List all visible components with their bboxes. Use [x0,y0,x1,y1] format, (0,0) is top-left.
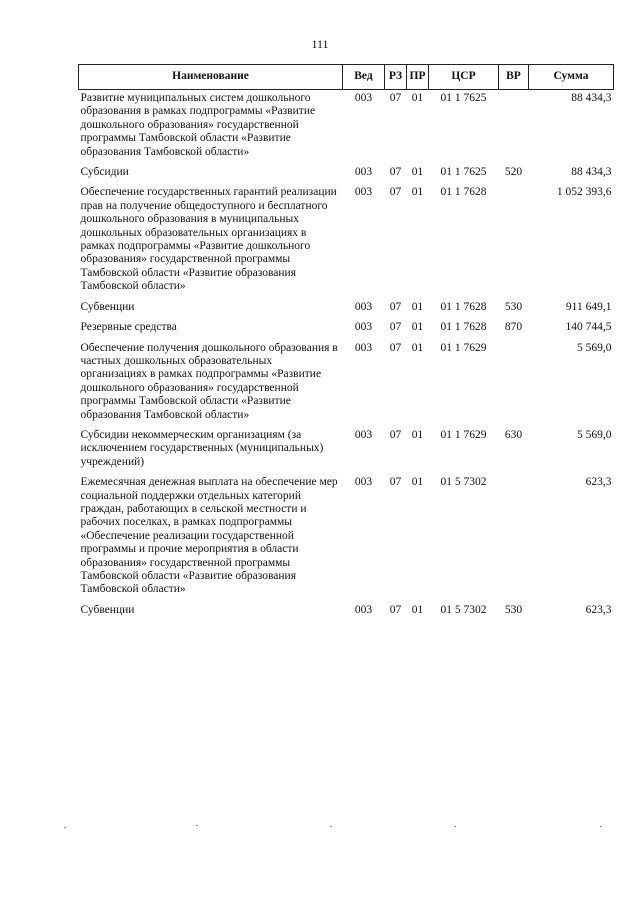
table-row [79,299,614,319]
cell-vr [499,474,529,602]
header-ved: Вед [343,65,385,90]
cell-ved: 003 [354,186,373,199]
cell-rz: 07 [389,92,402,104]
cell-pr: 01 [411,476,424,489]
cell-vr: 870 [504,321,523,334]
budget-table [78,64,614,622]
cell-rz: 07 [389,186,402,199]
cell-csr: 01 1 7625 [440,166,487,179]
cell-ved: 003 [354,166,373,179]
cell-ved: 003 [354,300,373,313]
cell-csr: 01 5 7302 [440,476,487,489]
cell-vr [499,184,529,298]
cell-pr: 01 [411,603,424,616]
table-row [79,340,614,427]
cell-rz: 07 [389,300,402,313]
scan-speck [600,826,602,827]
cell-sum: 140 744,5 [565,321,612,334]
cell-name: Субвенции [80,300,135,313]
table-header-row [79,65,614,90]
cell-rz: 07 [389,428,402,441]
cell-csr: 01 1 7628 [440,186,487,199]
table-row [79,164,614,184]
cell-sum: 1 052 393,6 [556,186,612,199]
header-csr: ЦСР [429,65,499,90]
cell-name: Субсидии [80,166,129,179]
cell-name: Субсидии некоммерческим организациям (за исключением государственных (муниципальных) учреждений) [80,428,324,468]
cell-rz: 07 [389,166,402,179]
cell-name: Развитие муниципальных систем дошкольного образования в рамках подпрограммы «Развитие дошкольного образования» государственной программы Тамбовской области «Развитие образования Тамбовской области» [80,92,316,158]
cell-name: Обеспечение получения дошкольного образования в частных дошкольных образовательных организациях в рамках подпрограммы «Развитие дошкольного образования» государственной программы Тамбовской области «Развитие образования Тамбовской области» [80,341,338,421]
cell-csr: 01 1 7625 [440,92,487,104]
cell-vr: 630 [504,428,523,441]
cell-name: Резервные средства [80,321,177,334]
header-sum: Сумма [529,65,614,90]
table-row [79,319,614,339]
cell-sum: 88 434,3 [571,92,612,104]
page-number: 111 [311,37,329,51]
cell-pr: 01 [411,166,424,179]
cell-vr: 520 [504,166,523,179]
cell-name: Обеспечение государственных гарантий реализации прав на получение общедоступного и бесплатного дошкольного образования в муниципальных дошкольных образовательных организациях в рамках подпрограммы «Развитие дошкольного образования» государственной программы Тамбовской области «Развитие образования Тамбовской области» [80,186,337,293]
cell-ved: 003 [354,428,373,441]
cell-csr: 01 5 7302 [440,603,487,616]
cell-ved: 003 [354,321,373,334]
header-pr: ПР [407,65,429,90]
cell-sum: 5 569,0 [577,341,612,354]
cell-pr: 01 [411,341,424,354]
header-name: Наименование [79,65,343,90]
cell-pr: 01 [411,428,424,441]
scan-speck [330,826,332,827]
cell-sum: 911 649,1 [565,300,612,313]
table-row [79,474,614,602]
cell-pr: 01 [411,186,424,199]
cell-rz: 07 [389,476,402,489]
table-row [79,427,614,474]
cell-vr [499,340,529,427]
cell-pr: 01 [411,321,424,334]
cell-csr: 01 1 7628 [440,321,487,334]
cell-ved: 003 [354,341,373,354]
cell-pr: 01 [411,92,424,104]
header-rz: РЗ [385,65,407,90]
cell-sum: 5 569,0 [577,428,612,441]
scan-speck [454,826,456,827]
cell-csr: 01 1 7629 [440,341,487,354]
header-vr: ВР [499,65,529,90]
cell-vr: 530 [504,603,523,616]
table-row [79,90,614,165]
scan-speck [196,825,198,826]
cell-sum: 88 434,3 [571,166,612,179]
cell-rz: 07 [389,321,402,334]
cell-vr [499,90,529,165]
table-row [79,184,614,298]
cell-csr: 01 1 7629 [440,428,487,441]
cell-vr: 530 [504,300,523,313]
cell-sum: 623,3 [585,476,612,489]
cell-csr: 01 1 7628 [440,300,487,313]
scan-speck [64,827,66,828]
cell-ved: 003 [354,476,373,489]
cell-name: Ежемесячная денежная выплата на обеспечение мер социальной поддержки отдельных категорий граждан, работающих в сельской местности и рабочих поселках, в рамках подпрограммы «Обеспечение реализации государственной программы и прочие мероприятия в области образования» государственной программы Тамбовской области «Развитие образования Тамбовской области» [80,476,338,596]
cell-ved: 003 [354,92,373,104]
cell-rz: 07 [389,341,402,354]
cell-ved: 003 [354,603,373,616]
cell-name: Субвенции [80,603,135,616]
cell-pr: 01 [411,300,424,313]
table-row [79,602,614,622]
cell-rz: 07 [389,603,402,616]
cell-sum: 623,3 [585,603,612,616]
